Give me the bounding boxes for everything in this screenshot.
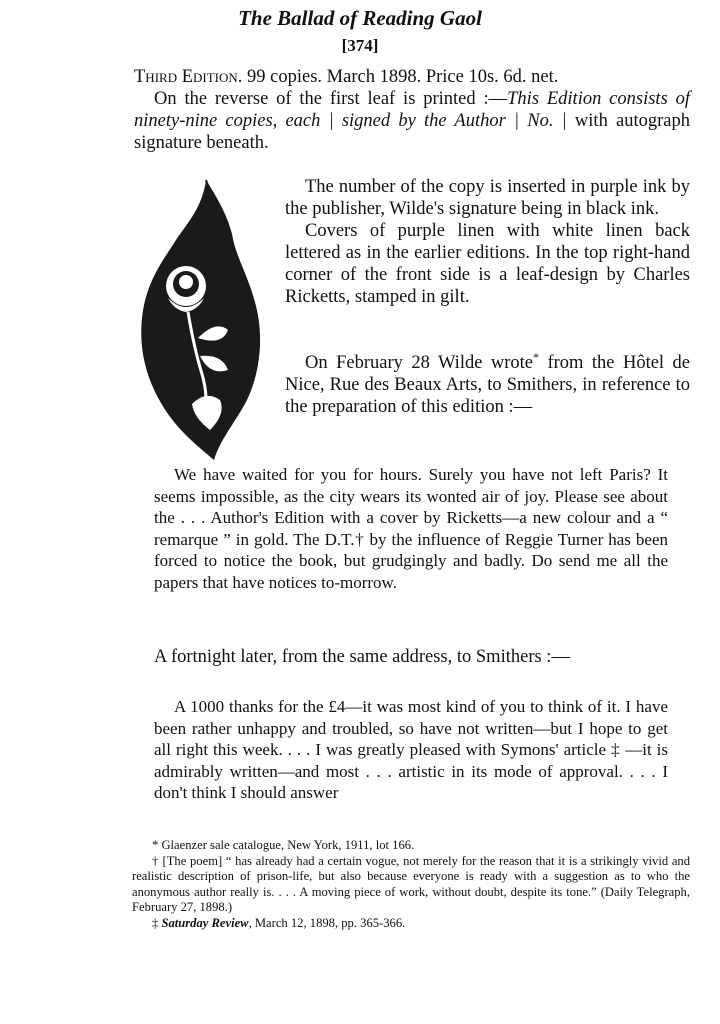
wilde-wrote-rest: from the Hôtel de Nice, Rue des Beaux Arts, to Smithers, in reference to the preparation of this edition :— bbox=[285, 353, 690, 417]
edition-block bbox=[134, 66, 690, 154]
leaf-design-icon bbox=[136, 178, 264, 462]
copy-number-text: The number of the copy is inserted in purple ink by the publisher, Wilde's signature being in black ink. bbox=[285, 177, 690, 219]
letter-quote-2 bbox=[154, 696, 668, 804]
wilde-wrote-text: On February 28 Wilde wrote bbox=[305, 353, 534, 373]
footnote-marker: * bbox=[533, 349, 540, 364]
reverse-leaf-intro: On the reverse of the first leaf is printed :— bbox=[154, 89, 508, 109]
paragraph-copy-number bbox=[285, 176, 690, 308]
wilde-wrote-line bbox=[285, 349, 690, 418]
footnote-1: * Glaenzer sale catalogue, New York, 1911, lot 166. bbox=[152, 838, 415, 852]
edition-line bbox=[134, 66, 690, 88]
reverse-leaf-tail: with autograph signature beneath. bbox=[134, 111, 690, 153]
covers-text: Covers of purple linen with white linen back lettered as in the earlier editions. In the top right-hand corner of the front side is a leaf-design by Charles Ricketts, stamped in gilt. bbox=[285, 221, 690, 307]
footnote-3 bbox=[132, 916, 690, 932]
letter-1-text: We have waited for you for hours. Surely you have not left Paris? It seems impossible, as the city wears its wonted air of joy. Please see about the . . . Author's Edition with a cover by Ricketts—a new colour and a “ remarque ” in gold. The D.T.† by the influence of Reggie Turner has been forced to notice the book, but grudgingly and badly. Do send me all the papers that have notices to-morrow. bbox=[154, 465, 668, 592]
footnote-3-source: Saturday Review bbox=[161, 915, 249, 930]
edition-label: Third Edition. bbox=[134, 67, 243, 87]
paragraph-wilde-wrote bbox=[285, 349, 690, 418]
fortnight-text: A fortnight later, from the same address, to Smithers :— bbox=[154, 647, 570, 667]
fortnight-paragraph bbox=[134, 646, 690, 668]
footnote-2: † [The poem] “ has already had a certain vogue, not merely for the reason that it is a strikingly vivid and realistic description of prison-life, but also because everyone is ready with a suggestion as to who the anonymous author really is. . . . A moving piece of work, without doubt, despite its tone.” (Daily Telegraph, February 27, 1898.) bbox=[132, 853, 690, 914]
edition-details: 99 copies. March 1898. Price 10s. 6d. net. bbox=[242, 67, 559, 87]
letter-2-text: A 1000 thanks for the £4—it was most kind of you to think of it. I have been rather unhappy and troubled, so have not written—but I hope to get all right this week. . . . I was greatly pleased with Symons' article ‡ —it is admirably written—and most . . . artistic in its mode of approval. . . . I don't think I should answer bbox=[154, 697, 668, 802]
page-number: [374] bbox=[341, 36, 379, 55]
letter-quote-1 bbox=[154, 464, 668, 593]
reverse-leaf-inscription: This Edition consists of ninety-nine copies, each | signed by the Author | No. | bbox=[134, 89, 690, 131]
footnote-3-rest: , March 12, 1898, pp. 365-366. bbox=[248, 915, 406, 930]
footnote-3-mark: ‡ bbox=[152, 915, 162, 930]
running-title: The Ballad of Reading Gaol bbox=[238, 6, 482, 30]
reverse-leaf-paragraph bbox=[134, 88, 690, 154]
footnotes bbox=[132, 838, 690, 931]
